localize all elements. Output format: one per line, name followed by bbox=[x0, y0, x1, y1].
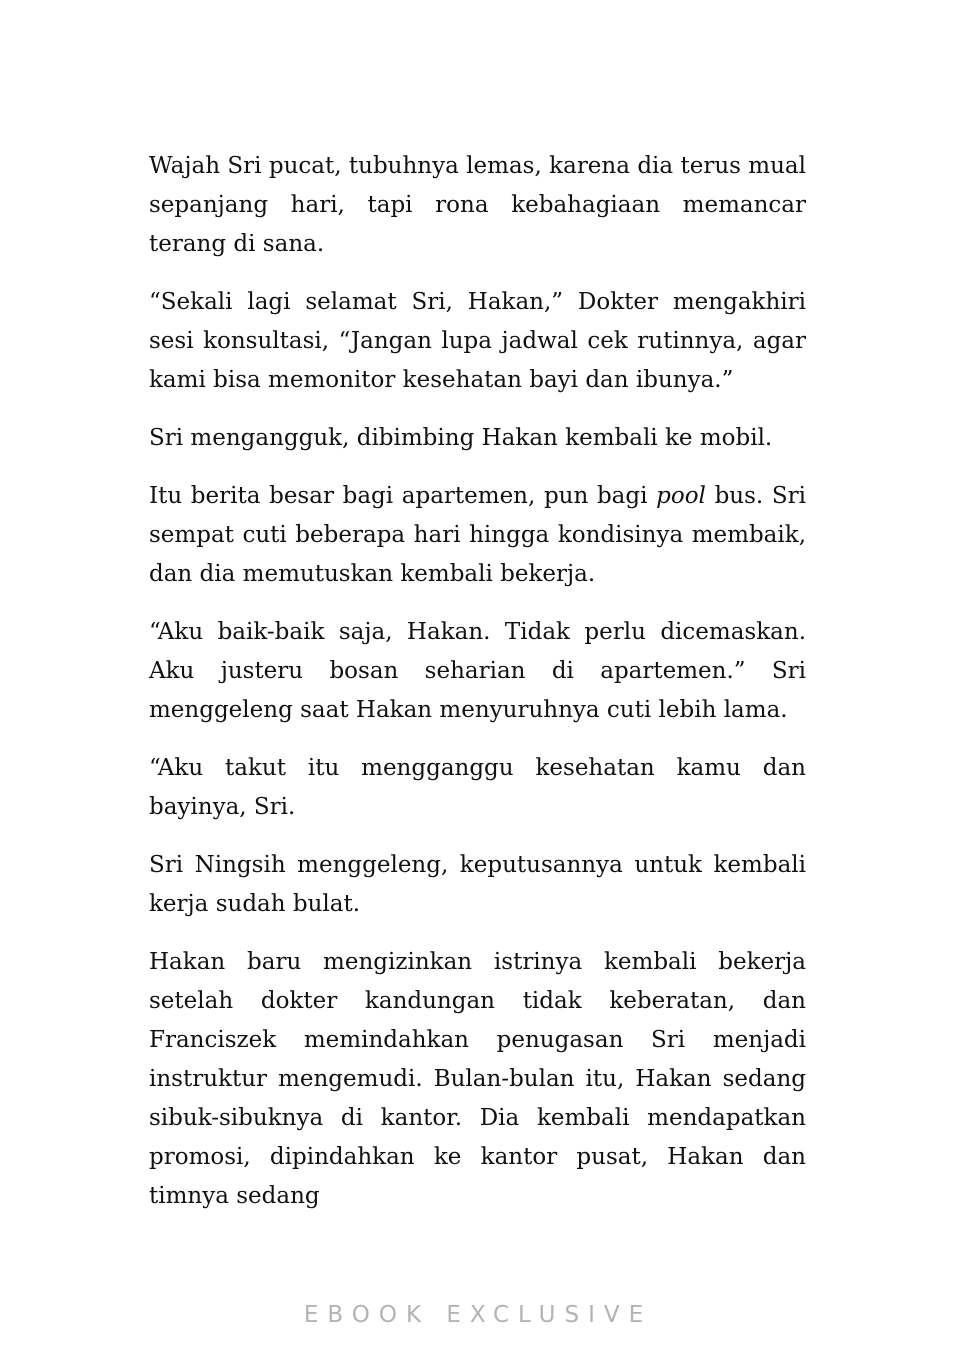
page-body-text bbox=[149, 147, 806, 1235]
paragraph-6: “Aku takut itu mengganggu kesehatan kamu dan bayinya, Sri. bbox=[149, 755, 806, 820]
paragraph-7: Sri Ningsih menggeleng, keputusannya untuk kembali kerja sudah bulat. bbox=[149, 852, 806, 917]
paragraph-4-text-before: Itu berita besar bagi apartemen, pun bagi bbox=[149, 483, 657, 509]
italic-term-pool: pool bbox=[656, 483, 706, 509]
paragraph-3: Sri mengangguk, dibimbing Hakan kembali ke mobil. bbox=[149, 425, 773, 451]
paragraph-4 bbox=[149, 477, 806, 594]
paragraph-5: “Aku baik-baik saja, Hakan. Tidak perlu dicemaskan. Aku justeru bosan seharian di apartemen.” Sri menggeleng saat Hakan menyuruhnya cuti lebih lama. bbox=[149, 619, 806, 723]
paragraph-2: “Sekali lagi selamat Sri, Hakan,” Dokter mengakhiri sesi konsultasi, “Jangan lupa jadwal cek rutinnya, agar kami bisa memonitor kesehatan bayi dan ibunya.” bbox=[149, 289, 806, 393]
paragraph-8: Hakan baru mengizinkan istrinya kembali bekerja setelah dokter kandungan tidak keberatan, dan Franciszek memindahkan penugasan Sri menjadi instruktur mengemudi. Bulan-bulan itu, Hakan sedang sibuk-sibuknya di kantor. Dia kembali mendapatkan promosi, dipindahkan ke kantor pusat, Hakan dan timnya sedang bbox=[149, 949, 806, 1209]
paragraph-1: Wajah Sri pucat, tubuhnya lemas, karena dia terus mual sepanjang hari, tapi rona kebahagiaan memancar terang di sana. bbox=[149, 153, 806, 257]
paragraph-4-text-after: bus. Sri sempat cuti beberapa hari hingga kondisinya membaik, dan dia memutuskan kembali bekerja. bbox=[149, 483, 806, 587]
footer-watermark: EBOOK EXCLUSIVE bbox=[303, 1302, 653, 1328]
